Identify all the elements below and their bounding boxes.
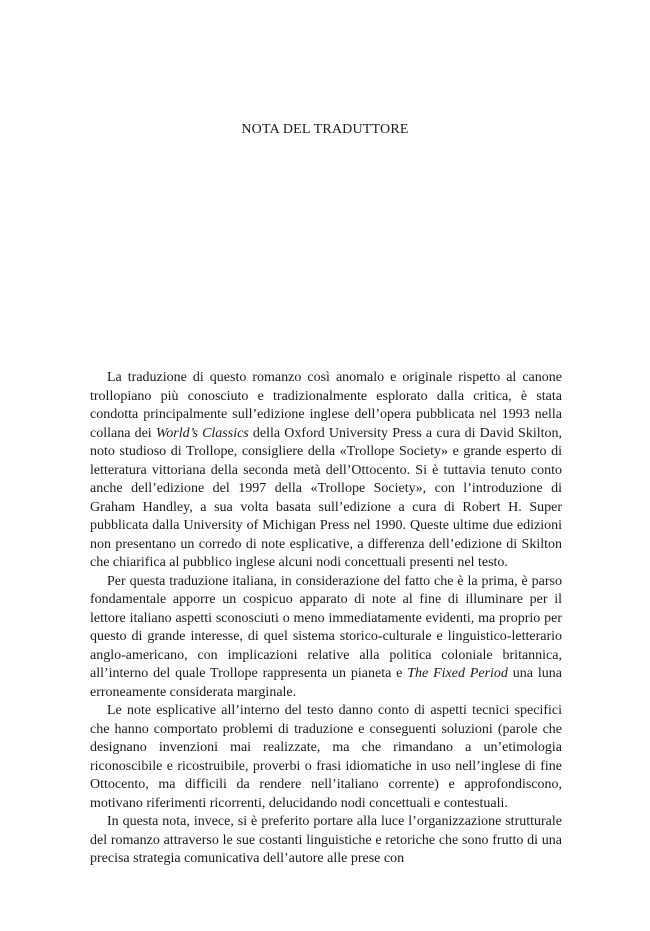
paragraph-2	[90, 573, 562, 703]
italic-title-the-fixed-period: The Fixed Period	[407, 666, 508, 681]
paragraph-text: della Oxford University Press a cura di David Skilton, noto studioso di Trollope, consigliere della «Trollope Society» e grande esperto di letteratura vittoriana della seconda metà dell’Ottocento. Si è tuttavia tenuto conto anche dell’edizione del 1997 della «Trollope Society», con l’introduzione di Graham Handley, a sua volta basata sull’edizione a cura di Robert H. Super pubblicata dalla University of Michigan Press nel 1990. Queste ultime due edizioni non presentano un corredo di note esplicative, a differenza dell’edizione di Skilton che chiarifica al pubblico inglese alcuni nodi concettuali presenti nel testo.	[90, 425, 562, 570]
paragraph-3	[90, 702, 562, 813]
paragraph-text: In questa nota, invece, si è preferito portare alla luce l’organizzazione strutturale del romanzo attraverso le sue costanti linguistiche e retoriche che sono frutto di una precisa strategia comunicativa dell’autore alle prese con	[90, 814, 562, 866]
italic-title-worlds-classics: World’s Classics	[155, 425, 249, 441]
paragraph-text: una luna erroneamente considerata marginale.	[90, 666, 562, 700]
paragraph-4	[90, 813, 562, 869]
body-text	[90, 369, 562, 869]
paragraph-1	[90, 369, 562, 573]
paragraph-text: Per questa traduzione italiana, in considerazione del fatto che è la prima, è parso fondamentale apporre un cospicuo apparato di note al fine di illuminare per il lettore italiano aspetti sconosciuti o meno immediatamente evidenti, ma proprio per questo di grande interesse, di quel sistema storico-culturale e linguistico-letterario anglo-americano, con implicazioni relative alla politica coloniale britannica, all’interno del quale Trollope rappresenta un pianeta e	[90, 573, 562, 681]
paragraph-text: Le note esplicative all’interno del testo danno conto di aspetti tecnici specifici che hanno comportato problemi di traduzione e conseguenti soluzioni (parole che designano invenzioni mai realizzate, ma che rimandano a un’etimologia riconoscibile e ricostruibile, proverbi o frasi idiomatiche in uso nell’inglese di fine Ottocento, ma difficili da rendere nell’italiano corrente) e approfondiscono, motivano riferimenti ricorrenti, delucidando nodi concettuali e contestuali.	[90, 703, 562, 811]
page-title: NOTA DEL TRADUTTORE	[241, 122, 409, 137]
paragraph-text: La traduzione di questo romanzo così anomalo e originale rispetto al canone trollopiano più conosciuto e tradizionalmente esplorato dalla critica, è stata condotta principalmente sull’edizione inglese dell’opera pubblicata nel 1993 nella collana dei	[90, 370, 562, 441]
